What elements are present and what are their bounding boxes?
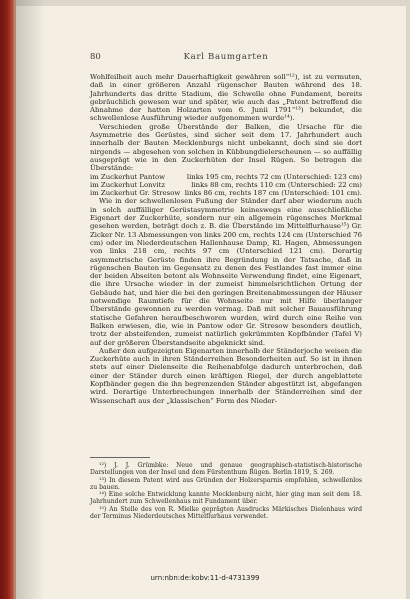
main-text <box>90 73 362 405</box>
paragraph: Verschieden große Überstände der Balken, die Ursache für die Asymmetrie des Gerüstes, sind sicher seit dem 17. Jahrhundert auch innerhalb der Bauten Mecklenburgs nicht unbekannt, doch sind sie dort nirgends — abgesehen von solchen in Kübbungdielerscheunen — so auffällig ausgeprägt wie in den Zuckerhüten der Insel Rügen. So betragen die Überstände: <box>90 122 362 173</box>
footnotes <box>90 457 362 520</box>
measurement-row <box>90 181 362 189</box>
page-number: 80 <box>90 52 101 62</box>
paragraph: Außer den aufgezeigten Eigenarten innerhalb der Ständerjoche weisen die Zuckerhüte auch in ihren Ständerreihen Besonderheiten auf. So ist in ihnen stets auf einer Dielenseite die Reihenabfolge dadurch unterbrochen, daß einer der Ständer durch einen kräftigen Riegel, der durch angeblattete Kopfbänder gegen die ihn begrenzenden Ständer abgestützt ist, abgefangen wird. Derartige Unterbrechungen innerhalb der Ständerreihen sind der Wissenschaft aus der „klassischen“ Form des Nieder- <box>90 346 362 405</box>
urn-identifier: urn:nbn:de:kobv:11-d-4731399 <box>150 574 260 582</box>
measurement-values: links 86 cm, rechts 187 cm (Unterschied: 101 cm). <box>184 189 362 198</box>
measurement-list <box>90 173 362 198</box>
footnote: ¹³) In diesem Patent wird aus Gründen der Holzersparnis empfohlen, schwellenlos zu bauen. <box>90 476 362 491</box>
paragraph: Wohlfeilheit auch mehr Dauerhaftigkeit gewähren soll“¹²), ist zu vermuten, daß in einer größeren Anzahl rügenscher Bauten während des 18. Jahrhunderts das dritte Stadium, die Schwelle ohne Fundament, bereits gebräuchlich gewesen war und später, wie auch das „Patent betreffend die Abnahme der hatten Holzarten vom 6. Junii 1791“¹³) bekundet, die schwellenlose Ausführung wieder aufgenommen wurde¹⁴). <box>90 73 362 123</box>
page-header <box>90 52 362 66</box>
measurement-name: im Zuckerhut Pantow <box>90 172 166 181</box>
measurement-name: im Zuckerhut Lonvitz <box>90 180 166 189</box>
measurement-row <box>90 189 362 197</box>
book-edge <box>0 0 16 599</box>
footnote: ¹²) J. J. Grümbke: Neue und genaue geographisch-statistisch-historische Darstellungen von der Insel und dem Fürstenthum Rügen. Berlin 1819, S. 269. <box>90 462 362 477</box>
measurement-row <box>90 173 362 181</box>
measurement-values: links 88 cm, rechts 110 cm (Unterschied: 22 cm) <box>191 180 362 189</box>
footnote: ¹⁴) Eine solche Entwicklung kannte Mecklenburg nicht, hier ging man seit dem 18. Jahrhundert zum Schwellenhaus mit Fundament über. <box>90 491 362 506</box>
measurement-name: im Zuckerhut Gr. Stresow <box>90 189 181 198</box>
running-title: Karl Baumgarten <box>183 52 269 62</box>
footnote-rule <box>90 457 150 458</box>
measurement-values: links 195 cm, rechts 72 cm (Unterschied: 123 cm) <box>186 172 362 181</box>
paragraph: Wie in der schwellenlosen Fußung der Ständer darf aber wiederum auch in solch auffälliger Gerüstasymmetrie keineswegs eine ausschließliche Eigenart der Zuckerhüte, sondern nur ein allgemein rügensches Merkmal gesehen werden, beträgt doch z. B. die Überstände im Mittelflurhause¹⁵) Gr. Zicker Nr. 13 Abmessungen von links 200 cm, rechts 124 cm (Unterschied 76 cm) oder im Niederdeutschen Hallenhause Damp, Kl. Hagen, Abmessungen von links 218 cm, rechts 97 cm (Unterschied 121 cm). Derartig asymmetrische Gerüste finden ihre Begründung in der Tatsache, daß in rügenschen Bauten im Gegensatz zu denen des Festlandes fast immer eine der beiden Abseiten betont als Wohnseite Verwendung findet, eine Eigenart, die ihre Ursache wieder in der zumeist himmelsrichtlichen Ortung der Gebäude hat, und hier die bei den geringen Breitenabmessungen der Häuser notwendige Raumtiefe für die Wohnseite nur mit Hilfe überlanger Überstände gewonnen zu werden vermag. Daß mit solcher Bauausführung statische Gefahren heraufbeschworen wurden, wird durch eine Reihe von Balken erwiesen, die, wie in Pantow oder Gr. Stresow besonders deutlich, trotz der absteifenden, zumeist natürlich gekrümmten Kopfbänder (Tafel V) auf der größeren Überstandseite abgeknickt sind. <box>90 197 362 347</box>
footnote: ¹⁵) An Stelle des von R. Mielke geprägten Ausdrucks Märkisches Dielenhaus wird der Terminus Niederdeutsches Mittelflurhaus verwendet. <box>90 505 362 521</box>
